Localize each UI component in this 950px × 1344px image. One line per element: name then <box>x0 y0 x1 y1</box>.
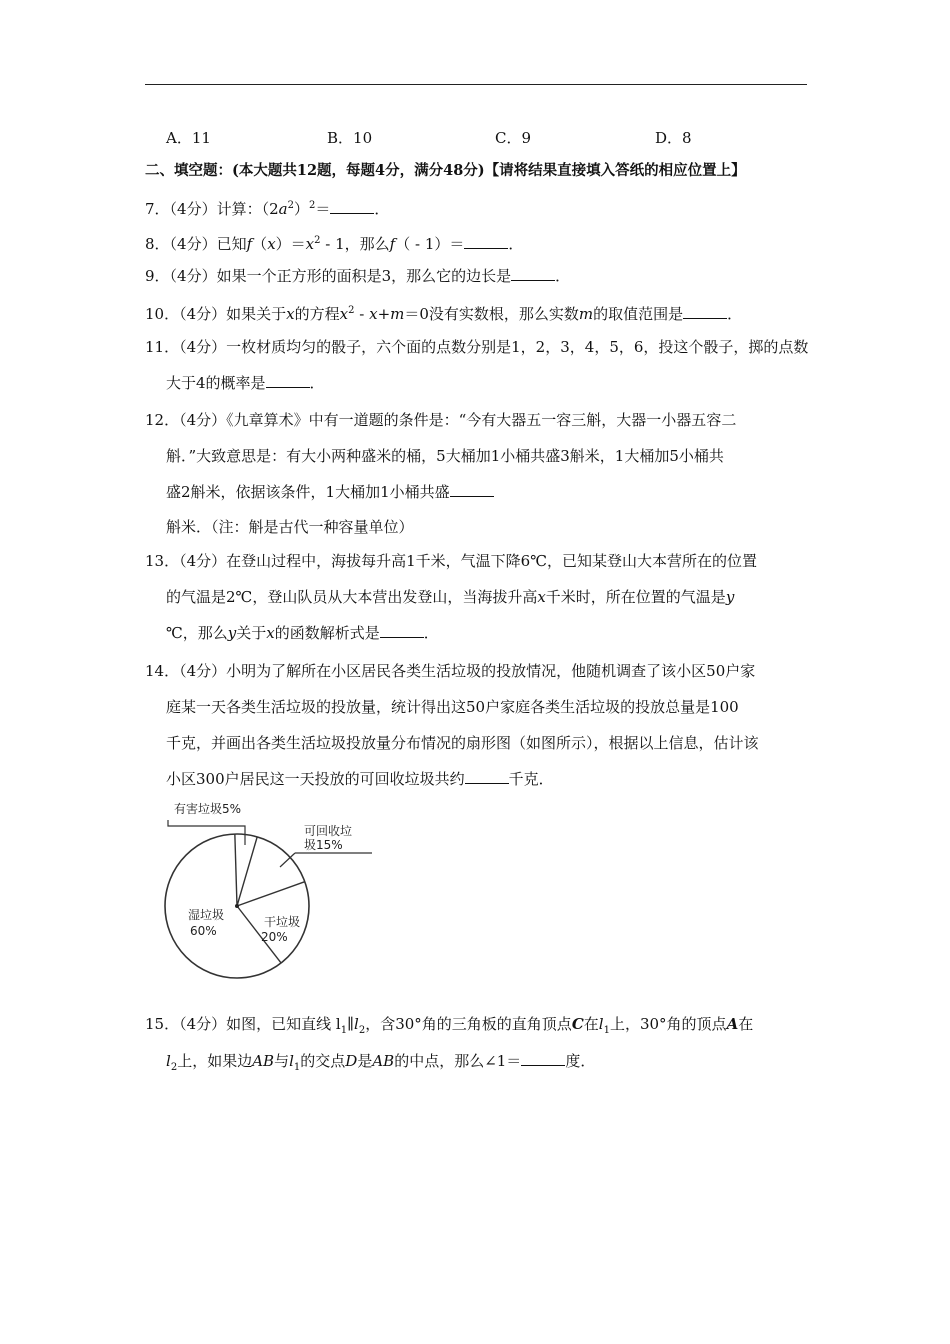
question-11: 11．（4分）一枚材质均匀的骰子，六个面的点数分别是1，2，3，4，5，6，投这个骰子，掷的点数 <box>145 338 809 356</box>
answer-blank[interactable] <box>521 1051 565 1066</box>
pie-slice-boundary-3 <box>237 882 305 906</box>
answer-blank[interactable] <box>683 304 727 319</box>
question-14-line4: 小区300户居民这一天投放的可回收垃圾共约 千克． <box>166 770 554 788</box>
choice-c: C．9 <box>495 129 532 147</box>
question-12-line4: 斛米．（注：斛是古代一种容量单位） <box>166 518 414 536</box>
answer-blank[interactable] <box>465 769 509 784</box>
answer-blank[interactable] <box>464 234 508 249</box>
choice-b: B．10 <box>327 129 373 147</box>
choice-d: D．8 <box>655 129 692 147</box>
question-12-line2: 斛．”大致意思是：有大小两种盛米的桶，5大桶加1小桶共盛3斛米，1大桶加5小桶共 <box>166 447 724 465</box>
answer-blank[interactable] <box>511 266 555 281</box>
answer-blank[interactable] <box>266 373 310 388</box>
answer-blank[interactable] <box>380 623 424 638</box>
section-title: 二、填空题：(本大题共12题，每题4分，满分48分)【请将结果直接填入答纸的相应位置上】 <box>145 162 746 179</box>
question-14: 14．（4分）小明为了解所在小区居民各类生活垃圾的投放情况，他随机调查了该小区50户家 <box>145 662 756 680</box>
pie-slice-boundary-2 <box>237 837 257 906</box>
question-14-line3: 千克，并画出各类生活垃圾投放量分布情况的扇形图（如图所示），根据以上信息，估计该 <box>166 734 759 752</box>
label-recyclable-1: 可回收垃 <box>304 824 353 838</box>
pie-center <box>235 904 239 908</box>
question-12-line3: 盛2斛米，依据该条件，1大桶加1小桶共盛 <box>166 482 494 502</box>
question-13-line2: 的气温是2℃，登山队员从大本营出发登山，当海拔升高x千米时，所在位置的气温是y <box>166 588 735 606</box>
label-recyclable-2: 圾15% <box>304 838 343 852</box>
question-8: 8．（4分）已知$f(x)=x^2 - 1$，那么f（ - 1）＝ ． <box>145 235 524 253</box>
label-wet-2: 60% <box>190 924 217 938</box>
question-15: 15．（4分）如图，已知直线 $l_1\parallel l_2$，含30°角的三角板的直角顶点C在$l_1$上，30°角的顶点A在 <box>145 1015 754 1036</box>
choice-a: A．11 <box>166 129 211 147</box>
question-7: 7．（4分）计算：$(2a^2)^2=$ ． <box>145 200 390 218</box>
question-10: 10．（4分）如果关于x的方程$x^2 - x+m=0$没有实数根，那么实数m的取值范围是 ． <box>145 305 743 323</box>
garbage-pie-chart <box>160 795 380 985</box>
answer-blank[interactable] <box>450 482 494 497</box>
question-13: 13．（4分）在登山过程中，海拔每升高1千米，气温下降6℃，已知某登山大本营所在的位置 <box>145 552 758 570</box>
question-11-line2: 大于4的概率是 ． <box>166 374 325 392</box>
label-dry-1: 干垃圾 <box>264 915 301 929</box>
label-wet-1: 湿垃圾 <box>188 908 225 922</box>
question-9: 9．（4分）如果一个正方形的面积是3，那么它的边长是 ． <box>145 267 571 285</box>
label-hazardous: 有害垃圾5% <box>174 802 242 816</box>
answer-blank[interactable] <box>330 199 374 214</box>
question-14-line2: 庭某一天各类生活垃圾的投放量，统计得出这50户家庭各类生活垃圾的投放总量是100 <box>166 698 739 716</box>
header-rule <box>145 84 807 85</box>
question-15-line2: $l_2$上，如果边AB与$l_1$的交点D是AB的中点，那么∠1＝ 度． <box>166 1052 596 1073</box>
question-12: 12．（4分）《九章算术》中有一道题的条件是：“今有大器五一容三斛，大器一小器五容二 <box>145 411 737 429</box>
pie-slice-boundary-1 <box>235 834 237 906</box>
question-13-line3: ℃，那么y关于x的函数解析式是 ． <box>166 624 439 642</box>
label-dry-2: 20% <box>261 930 288 944</box>
